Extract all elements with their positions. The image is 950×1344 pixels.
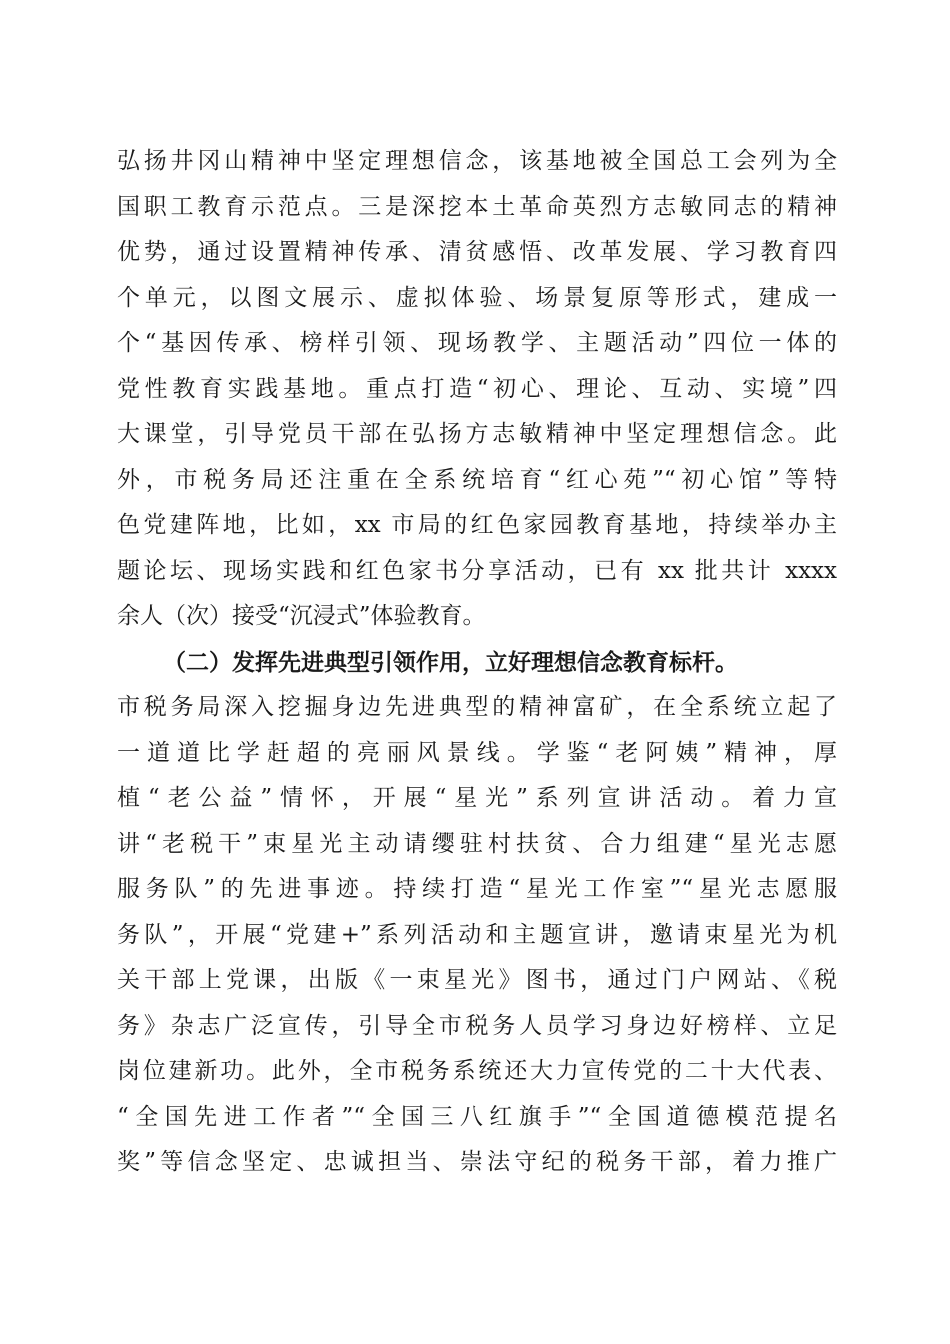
text-line: 一道道比学赶超的亮丽风景线。学鉴“老阿姨”精神，厚 [117, 739, 837, 766]
text-line: 个“基因传承、榜样引领、现场教学、主题活动”四位一体的 [117, 330, 837, 356]
text-line: 服务队”的先进事迹。持续打造“星光工作室”“星光志愿服 [117, 876, 837, 902]
text-line: 个单元，以图文展示、虚拟体验、场景复原等形式，建成一 [117, 284, 837, 311]
text-line: 奖”等信念坚定、忠诚担当、崇法守纪的税务干部，着力推广 [117, 1149, 837, 1175]
text-line: 色党建阵地，比如，xx 市局的红色家园教育基地，持续举办主 [117, 512, 837, 538]
text-line: 优势，通过设置精神传承、清贫感悟、改革发展、学习教育四 [117, 239, 837, 265]
text-line: 党性教育实践基地。重点打造“初心、理论、互动、实境”四 [117, 375, 837, 402]
text-line: 题论坛、现场实践和红色家书分享活动，已有 xx 批共计 xxxx [117, 557, 837, 584]
text-line: 弘扬井冈山精神中坚定理想信念，该基地被全国总工会列为全 [117, 148, 837, 174]
text-line: 大课堂，引导党员干部在弘扬方志敏精神中坚定理想信念。此 [117, 421, 837, 447]
text-line: 关干部上党课，出版《一束星光》图书，通过门户网站、《税 [117, 967, 837, 993]
text-line: 植“老公益”情怀，开展“星光”系列宣讲活动。着力宣 [117, 785, 837, 811]
text-line: 岗位建新功。此外，全市税务系统还大力宣传党的二十大代表、 [117, 1058, 837, 1084]
body-text [117, 139, 837, 1186]
text-line: “全国先进工作者”“全国三八红旗手”“全国道德模范提名 [117, 1103, 837, 1130]
text-line: 外，市税务局还注重在全系统培育“红心苑”“初心馆”等特 [117, 466, 837, 493]
text-line: 务》杂志广泛宣传，引导全市税务人员学习身边好榜样、立足 [117, 1012, 837, 1039]
text-line: 国职工教育示范点。三是深挖本土革命英烈方志敏同志的精神 [117, 193, 837, 220]
text-line: 讲“老税干”束星光主动请缨驻村扶贫、合力组建“星光志愿 [117, 830, 837, 857]
text-line: 务队”，开展“党建+”系列活动和主题宣讲，邀请束星光为机 [117, 921, 837, 948]
section-heading: （二）发挥先进典型引领作用，立好理想信念教育标杆。 [163, 648, 738, 676]
text-line: 市税务局深入挖掘身边先进典型的精神富矿，在全系统立起了 [117, 694, 837, 720]
text-line: 余人（次）接受“沉浸式”体验教育。 [117, 603, 486, 629]
